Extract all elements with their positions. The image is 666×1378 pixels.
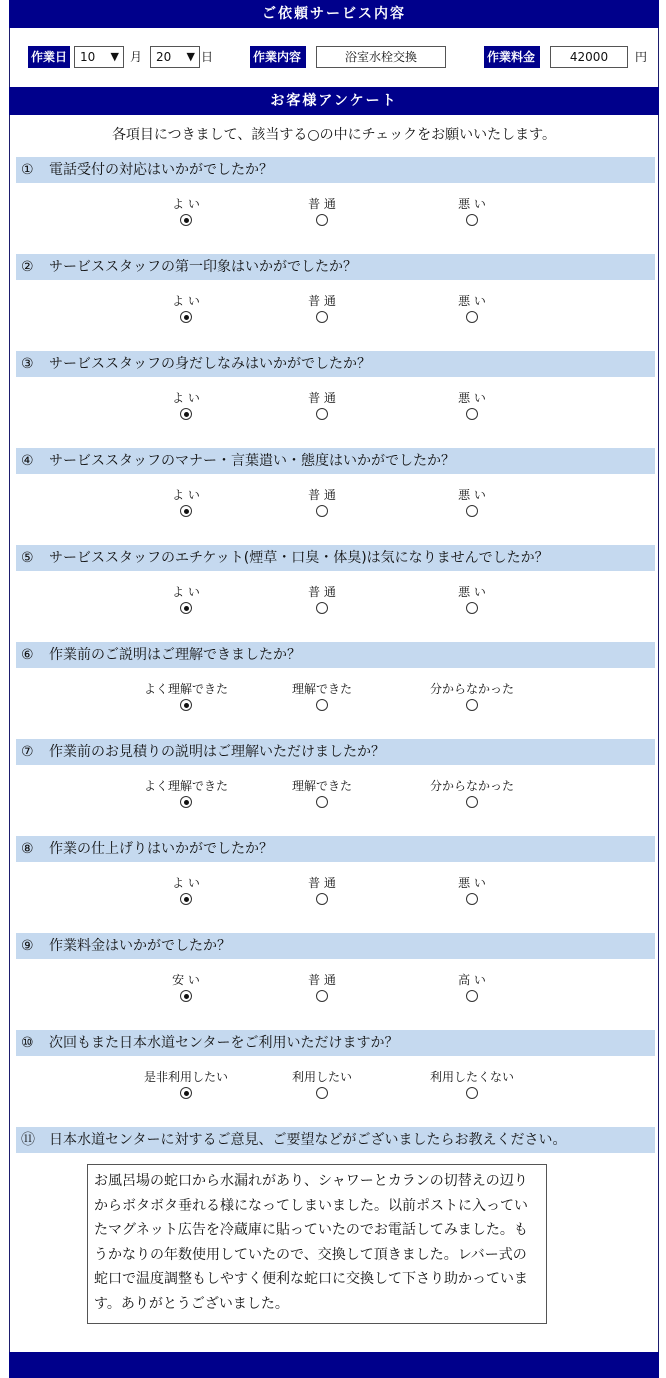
option-label: よ い	[172, 294, 200, 308]
option-choice[interactable]	[262, 1070, 382, 1099]
option-choice[interactable]	[262, 391, 382, 420]
radio-unchecked-icon[interactable]	[316, 602, 328, 614]
day-value: 20	[156, 50, 172, 64]
question-text: サービススタッフの身だしなみはいかがでしたか？	[49, 356, 371, 372]
survey-intro: 各項目につきまして、該当する○の中にチェックをお願いいたします。	[111, 127, 557, 143]
service-info-row	[28, 46, 648, 70]
radio-unchecked-icon[interactable]	[316, 893, 328, 905]
dropdown-arrow-icon: ▼	[186, 50, 195, 63]
radio-unchecked-icon[interactable]	[316, 990, 328, 1002]
radio-checked-icon[interactable]	[180, 893, 192, 905]
option-label: よ い	[172, 585, 200, 599]
question-3	[16, 351, 655, 377]
option-choice[interactable]	[126, 488, 246, 517]
option-label: 悪 い	[458, 876, 486, 890]
option-choice[interactable]	[412, 973, 532, 1002]
month-value: 10	[80, 50, 96, 64]
option-choice[interactable]	[126, 1070, 246, 1099]
radio-checked-icon[interactable]	[180, 990, 192, 1002]
question-11	[16, 1127, 655, 1153]
radio-checked-icon[interactable]	[180, 505, 192, 517]
radio-checked-icon[interactable]	[180, 311, 192, 323]
option-choice[interactable]	[412, 488, 532, 517]
option-choice[interactable]	[412, 876, 532, 905]
option-label: 普 通	[308, 391, 336, 405]
survey-header: お客様アンケート	[9, 87, 659, 115]
radio-unchecked-icon[interactable]	[466, 990, 478, 1002]
option-choice[interactable]	[126, 294, 246, 323]
radio-unchecked-icon[interactable]	[466, 796, 478, 808]
option-label: 普 通	[308, 585, 336, 599]
radio-unchecked-icon[interactable]	[466, 408, 478, 420]
option-group	[16, 294, 655, 334]
option-label: 理解できた	[291, 779, 352, 793]
question-text: 次回もまた日本水道センターをご利用いただけますか？	[49, 1035, 399, 1051]
option-choice[interactable]	[412, 585, 532, 614]
radio-unchecked-icon[interactable]	[316, 505, 328, 517]
date-label: 作業日	[28, 46, 70, 68]
question-number: ①	[21, 162, 34, 178]
radio-unchecked-icon[interactable]	[316, 408, 328, 420]
option-group	[16, 488, 655, 528]
option-label: 普 通	[308, 973, 336, 987]
option-label: 利用したくない	[429, 1070, 514, 1084]
option-label: 是非利用したい	[143, 1070, 228, 1084]
fee-label: 作業料金	[484, 46, 540, 68]
radio-unchecked-icon[interactable]	[466, 699, 478, 711]
question-number: ⑪	[21, 1132, 35, 1148]
question-text: サービススタッフのエチケット(煙草・口臭・体臭)は気になりませんでしたか？	[49, 550, 549, 566]
footer-bar	[9, 1352, 659, 1378]
option-choice[interactable]	[262, 585, 382, 614]
option-label: よく理解できた	[143, 682, 228, 696]
option-label: 普 通	[308, 197, 336, 211]
option-label: 分からなかった	[429, 682, 514, 696]
radio-unchecked-icon[interactable]	[466, 1087, 478, 1099]
option-choice[interactable]	[262, 779, 382, 808]
question-5	[16, 545, 655, 571]
radio-unchecked-icon[interactable]	[466, 602, 478, 614]
option-group	[16, 391, 655, 431]
dropdown-arrow-icon: ▼	[110, 50, 119, 63]
fee-field[interactable]: 42000	[550, 46, 628, 68]
radio-checked-icon[interactable]	[180, 1087, 192, 1099]
radio-unchecked-icon[interactable]	[316, 699, 328, 711]
option-label: 普 通	[308, 488, 336, 502]
question-number: ⑩	[21, 1035, 34, 1051]
radio-unchecked-icon[interactable]	[316, 214, 328, 226]
radio-unchecked-icon[interactable]	[466, 505, 478, 517]
option-choice[interactable]	[412, 391, 532, 420]
radio-checked-icon[interactable]	[180, 796, 192, 808]
content-label: 作業内容	[250, 46, 306, 68]
question-text: 電話受付の対応はいかがでしたか？	[49, 162, 273, 178]
option-group	[16, 682, 655, 722]
question-text: 作業の仕上げりはいかがでしたか？	[49, 841, 273, 857]
question-4	[16, 448, 655, 474]
option-choice[interactable]	[126, 876, 246, 905]
question-10	[16, 1030, 655, 1056]
radio-checked-icon[interactable]	[180, 214, 192, 226]
option-choice[interactable]	[412, 1070, 532, 1099]
question-number: ②	[21, 259, 34, 275]
option-choice[interactable]	[412, 779, 532, 808]
option-choice[interactable]	[262, 973, 382, 1002]
radio-checked-icon[interactable]	[180, 699, 192, 711]
month-select[interactable]	[74, 46, 124, 68]
option-choice[interactable]	[126, 391, 246, 420]
option-group	[16, 973, 655, 1013]
option-label: 普 通	[308, 294, 336, 308]
question-number: ⑥	[21, 647, 34, 663]
option-choice[interactable]	[262, 876, 382, 905]
question-2	[16, 254, 655, 280]
option-label: 悪 い	[458, 585, 486, 599]
option-label: 分からなかった	[429, 779, 514, 793]
radio-unchecked-icon[interactable]	[316, 311, 328, 323]
option-group	[16, 585, 655, 625]
question-text: サービススタッフのマナー・言葉遣い・態度はいかがでしたか？	[49, 453, 455, 469]
question-1	[16, 157, 655, 183]
option-choice[interactable]	[262, 488, 382, 517]
option-label: 高 い	[458, 973, 486, 987]
radio-unchecked-icon[interactable]	[316, 1087, 328, 1099]
option-group	[16, 1070, 655, 1110]
option-choice[interactable]	[126, 973, 246, 1002]
content-field[interactable]: 浴室水栓交換	[316, 46, 446, 68]
radio-unchecked-icon[interactable]	[466, 214, 478, 226]
comment-box[interactable]: お風呂場の蛇口から水漏れがあり、シャワーとカランの切替えの辺りからボタボタ垂れる様になってしまいました。以前ポストに入っていたマグネット広告を冷蔵庫に貼っていたのでお電話してみました。もうかなりの年数使用していたので、交換して頂きました。レバー式の蛇口で温度調整もしやすく便利な蛇口に交換して下さり助かっています。ありがとうございました。	[87, 1164, 547, 1324]
option-label: 悪 い	[458, 294, 486, 308]
question-7	[16, 739, 655, 765]
option-choice[interactable]	[262, 197, 382, 226]
question-number: ⑦	[21, 744, 34, 760]
question-text: 作業前のお見積りの説明はご理解いただけましたか？	[49, 744, 385, 760]
option-label: よ い	[172, 391, 200, 405]
option-group	[16, 876, 655, 916]
question-8	[16, 836, 655, 862]
option-label: 普 通	[308, 876, 336, 890]
option-choice[interactable]	[412, 294, 532, 323]
radio-unchecked-icon[interactable]	[316, 796, 328, 808]
option-choice[interactable]	[126, 779, 246, 808]
option-group	[16, 779, 655, 819]
option-label: 安 い	[172, 973, 200, 987]
question-text: 作業前のご説明はご理解できましたか？	[49, 647, 301, 663]
option-label: よ い	[172, 197, 200, 211]
radio-unchecked-icon[interactable]	[466, 893, 478, 905]
option-label: よ い	[172, 488, 200, 502]
option-label: よ い	[172, 876, 200, 890]
radio-checked-icon[interactable]	[180, 408, 192, 420]
radio-unchecked-icon[interactable]	[466, 311, 478, 323]
question-number: ⑤	[21, 550, 34, 566]
option-label: 悪 い	[458, 391, 486, 405]
question-6	[16, 642, 655, 668]
radio-checked-icon[interactable]	[180, 602, 192, 614]
question-number: ④	[21, 453, 34, 469]
option-choice[interactable]	[412, 682, 532, 711]
option-label: 利用したい	[291, 1070, 352, 1084]
option-label: 理解できた	[291, 682, 352, 696]
service-header: ご依頼サービス内容	[9, 0, 659, 28]
option-label: 悪 い	[458, 197, 486, 211]
option-choice[interactable]	[126, 682, 246, 711]
question-text: サービススタッフの第一印象はいかがでしたか？	[49, 259, 357, 275]
question-text: 日本水道センターに対するご意見、ご要望などがございましたらお教えください。	[49, 1132, 567, 1148]
day-select[interactable]	[150, 46, 200, 68]
option-group	[16, 197, 655, 237]
question-number: ③	[21, 356, 34, 372]
question-number: ⑨	[21, 938, 34, 954]
option-choice[interactable]	[412, 197, 532, 226]
option-choice[interactable]	[126, 585, 246, 614]
question-number: ⑧	[21, 841, 34, 857]
question-9	[16, 933, 655, 959]
option-choice[interactable]	[262, 294, 382, 323]
question-text: 作業料金はいかがでしたか？	[49, 938, 231, 954]
month-unit: 月	[130, 50, 143, 64]
fee-unit: 円	[635, 50, 648, 64]
option-choice[interactable]	[262, 682, 382, 711]
option-choice[interactable]	[126, 197, 246, 226]
day-unit: 日	[201, 50, 214, 64]
option-label: 悪 い	[458, 488, 486, 502]
option-label: よく理解できた	[143, 779, 228, 793]
